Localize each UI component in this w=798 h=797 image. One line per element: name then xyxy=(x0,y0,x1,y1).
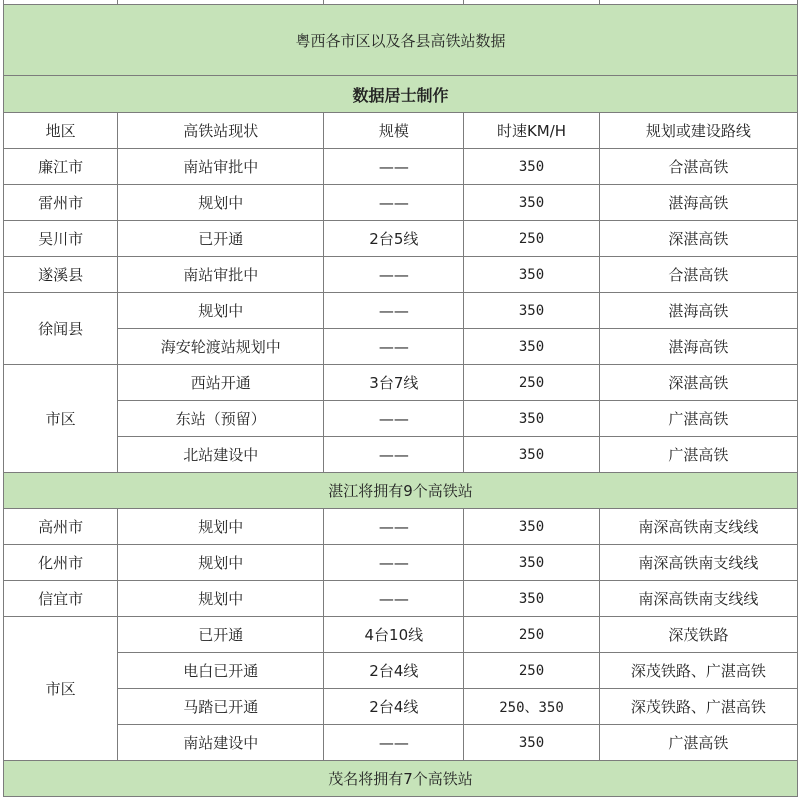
speed-cell[interactable]: 350 xyxy=(464,257,599,293)
scale-cell[interactable]: 2台5线 xyxy=(324,221,464,257)
table-row xyxy=(4,149,798,185)
table-row xyxy=(4,581,798,617)
speed-cell[interactable]: 350 xyxy=(464,149,599,185)
route-cell[interactable]: 深茂铁路、广湛高铁 xyxy=(599,689,797,725)
region-cell[interactable]: 信宜市 xyxy=(4,581,118,617)
route-cell[interactable]: 深湛高铁 xyxy=(599,365,797,401)
table-row xyxy=(4,257,798,293)
status-cell[interactable]: 已开通 xyxy=(118,617,324,653)
status-cell[interactable]: 南站审批中 xyxy=(118,149,324,185)
header-route[interactable]: 规划或建设路线 xyxy=(599,113,797,149)
route-cell[interactable]: 南深高铁南支线线 xyxy=(599,509,797,545)
region-cell[interactable]: 廉江市 xyxy=(4,149,118,185)
header-status[interactable]: 高铁站现状 xyxy=(118,113,324,149)
speed-cell[interactable]: 350 xyxy=(464,725,599,761)
header-scale[interactable]: 规模 xyxy=(324,113,464,149)
speed-cell[interactable]: 350 xyxy=(464,401,599,437)
sheet-body xyxy=(4,0,798,797)
region-cell[interactable]: 徐闻县 xyxy=(4,293,118,365)
route-cell[interactable]: 合湛高铁 xyxy=(599,149,797,185)
sheet-title[interactable]: 粤西各市区以及各县高铁站数据 xyxy=(4,5,798,76)
scale-cell[interactable]: 2台4线 xyxy=(324,689,464,725)
scale-cell[interactable]: —— xyxy=(324,293,464,329)
maoming-summary[interactable]: 茂名将拥有7个高铁站 xyxy=(4,761,798,797)
scale-cell[interactable]: —— xyxy=(324,329,464,365)
status-cell[interactable]: 东站（预留） xyxy=(118,401,324,437)
route-cell[interactable]: 深茂铁路 xyxy=(599,617,797,653)
speed-cell[interactable]: 350 xyxy=(464,581,599,617)
header-speed[interactable]: 时速KM/H xyxy=(464,113,599,149)
speed-cell[interactable]: 250、350 xyxy=(464,689,599,725)
table-row xyxy=(4,365,798,401)
route-cell[interactable]: 南深高铁南支线线 xyxy=(599,581,797,617)
scale-cell[interactable]: —— xyxy=(324,185,464,221)
status-cell[interactable]: 北站建设中 xyxy=(118,437,324,473)
speed-cell[interactable]: 250 xyxy=(464,221,599,257)
table-row xyxy=(4,185,798,221)
speed-cell[interactable]: 350 xyxy=(464,437,599,473)
route-cell[interactable]: 湛海高铁 xyxy=(599,185,797,221)
summary-row xyxy=(4,761,798,797)
zhanjiang-summary[interactable]: 湛江将拥有9个高铁站 xyxy=(4,473,798,509)
table-row xyxy=(4,725,798,761)
table-row xyxy=(4,653,798,689)
scale-cell[interactable]: —— xyxy=(324,437,464,473)
route-cell[interactable]: 南深高铁南支线线 xyxy=(599,545,797,581)
region-cell[interactable]: 吴川市 xyxy=(4,221,118,257)
speed-cell[interactable]: 250 xyxy=(464,653,599,689)
scale-cell[interactable]: 4台10线 xyxy=(324,617,464,653)
speed-cell[interactable]: 350 xyxy=(464,185,599,221)
table-row xyxy=(4,617,798,653)
status-cell[interactable]: 规划中 xyxy=(118,293,324,329)
region-cell[interactable]: 市区 xyxy=(4,365,118,473)
speed-cell[interactable]: 250 xyxy=(464,617,599,653)
region-cell[interactable]: 遂溪县 xyxy=(4,257,118,293)
speed-cell[interactable]: 350 xyxy=(464,329,599,365)
status-cell[interactable]: 规划中 xyxy=(118,545,324,581)
status-cell[interactable]: 规划中 xyxy=(118,581,324,617)
table-row xyxy=(4,221,798,257)
status-cell[interactable]: 西站开通 xyxy=(118,365,324,401)
region-cell[interactable]: 市区 xyxy=(4,617,118,761)
route-cell[interactable]: 深茂铁路、广湛高铁 xyxy=(599,653,797,689)
credit-row xyxy=(4,76,798,113)
route-cell[interactable]: 合湛高铁 xyxy=(599,257,797,293)
rail-station-sheet xyxy=(3,0,798,797)
route-cell[interactable]: 广湛高铁 xyxy=(599,401,797,437)
scale-cell[interactable]: —— xyxy=(324,581,464,617)
table-row xyxy=(4,329,798,365)
scale-cell[interactable]: —— xyxy=(324,401,464,437)
status-cell[interactable]: 南站建设中 xyxy=(118,725,324,761)
scale-cell[interactable]: —— xyxy=(324,509,464,545)
scale-cell[interactable]: 3台7线 xyxy=(324,365,464,401)
route-cell[interactable]: 广湛高铁 xyxy=(599,725,797,761)
scale-cell[interactable]: 2台4线 xyxy=(324,653,464,689)
table-row xyxy=(4,545,798,581)
status-cell[interactable]: 南站审批中 xyxy=(118,257,324,293)
route-cell[interactable]: 深湛高铁 xyxy=(599,221,797,257)
scale-cell[interactable]: —— xyxy=(324,149,464,185)
title-row xyxy=(4,5,798,76)
table-row xyxy=(4,509,798,545)
route-cell[interactable]: 湛海高铁 xyxy=(599,329,797,365)
table-row xyxy=(4,689,798,725)
header-row xyxy=(4,113,798,149)
route-cell[interactable]: 广湛高铁 xyxy=(599,437,797,473)
scale-cell[interactable]: —— xyxy=(324,257,464,293)
table-row xyxy=(4,437,798,473)
region-cell[interactable]: 高州市 xyxy=(4,509,118,545)
speed-cell[interactable]: 350 xyxy=(464,293,599,329)
header-region[interactable]: 地区 xyxy=(4,113,118,149)
status-cell[interactable]: 规划中 xyxy=(118,509,324,545)
speed-cell[interactable]: 350 xyxy=(464,509,599,545)
status-cell[interactable]: 电白已开通 xyxy=(118,653,324,689)
scale-cell[interactable]: —— xyxy=(324,725,464,761)
region-cell[interactable]: 化州市 xyxy=(4,545,118,581)
status-cell[interactable]: 海安轮渡站规划中 xyxy=(118,329,324,365)
region-cell[interactable]: 雷州市 xyxy=(4,185,118,221)
sheet-credit[interactable]: 数据居士制作 xyxy=(4,76,798,113)
speed-cell[interactable]: 350 xyxy=(464,545,599,581)
route-cell[interactable]: 湛海高铁 xyxy=(599,293,797,329)
speed-cell[interactable]: 250 xyxy=(464,365,599,401)
summary-row xyxy=(4,473,798,509)
status-cell[interactable]: 规划中 xyxy=(118,185,324,221)
status-cell[interactable]: 马踏已开通 xyxy=(118,689,324,725)
table-row xyxy=(4,293,798,329)
scale-cell[interactable]: —— xyxy=(324,545,464,581)
status-cell[interactable]: 已开通 xyxy=(118,221,324,257)
table-row xyxy=(4,401,798,437)
